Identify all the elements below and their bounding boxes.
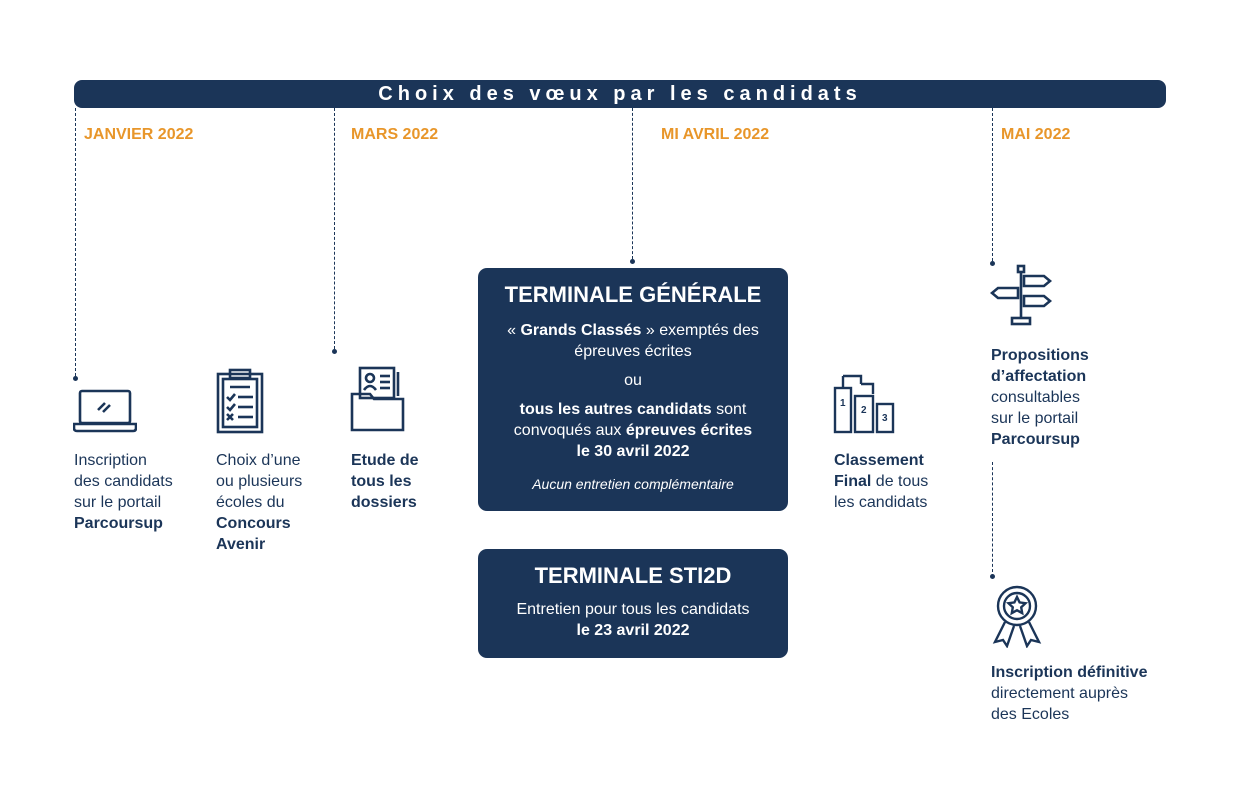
generale-text: Grands Classés (520, 322, 642, 339)
terminale-sti2d-box (478, 549, 788, 658)
timeline-dot-mars (332, 349, 337, 354)
step-inscription-line: Parcoursup (74, 515, 163, 532)
generale-text: » exemptés des (641, 322, 759, 339)
svg-text:2: 2 (861, 405, 867, 416)
step-choix (216, 450, 302, 555)
step-propositions-line: d’affectation (991, 368, 1087, 385)
step-inscription-line: sur le portail (74, 494, 162, 511)
svg-text:1: 1 (840, 398, 846, 409)
terminale-sti2d-line2: le 23 avril 2022 (576, 622, 690, 639)
generale-text: tous les autres candidats (519, 401, 712, 418)
step-classement-line: les candidats (834, 494, 928, 511)
step-choix-line: écoles du (216, 494, 285, 511)
step-choix-line: ou plusieurs (216, 473, 303, 490)
timeline-line-mi-avril (632, 108, 633, 259)
terminale-generale-line5: le 30 avril 2022 (576, 443, 690, 460)
date-mi-avril: MI AVRIL 2022 (661, 126, 770, 143)
timeline-line-janvier (75, 108, 76, 376)
step-etude-line: dossiers (351, 494, 417, 511)
timeline-line-mars (334, 108, 335, 349)
laptop-icon (73, 388, 137, 434)
award-ribbon-icon (990, 584, 1044, 648)
step-inscription (74, 450, 173, 534)
step-choix-line: Concours (216, 515, 291, 532)
step-propositions-line: consultables (991, 389, 1080, 406)
folder-profile-icon (350, 366, 406, 434)
step-propositions-line: Parcoursup (991, 431, 1080, 448)
svg-text:3: 3 (882, 413, 888, 424)
timeline-dot-mi-avril (630, 259, 635, 264)
step-inscription-definitive-line: Inscription définitive (991, 664, 1148, 681)
terminale-generale-title: TERMINALE GÉNÉRALE (504, 282, 762, 307)
checklist-clipboard-icon (215, 368, 265, 434)
generale-text: épreuves écrites (625, 422, 753, 439)
step-classement (834, 450, 928, 513)
timeline-dot-janvier (73, 376, 78, 381)
timeline-dot-mai-lower (990, 574, 995, 579)
terminale-generale-note: Aucun entretien complémentaire (532, 476, 734, 492)
podium-icon (833, 374, 895, 434)
step-inscription-definitive-line: directement auprès (991, 685, 1128, 702)
step-etude-line: Etude de (351, 452, 419, 469)
step-inscription-definitive-line: des Ecoles (991, 706, 1070, 723)
step-propositions-line: Propositions (991, 347, 1089, 364)
step-inscription-line: des candidats (74, 473, 173, 490)
terminale-sti2d-line1: Entretien pour tous les candidats (516, 601, 750, 618)
terminale-generale-ou: ou (624, 372, 642, 389)
terminale-generale-box (478, 268, 788, 511)
terminale-sti2d-line2-wrap (478, 620, 788, 641)
terminale-sti2d-title: TERMINALE STI2D (534, 563, 732, 588)
date-mars: MARS 2022 (351, 126, 439, 143)
step-classement-line: Classement (834, 452, 924, 469)
timeline-line-mai-lower (992, 462, 993, 572)
step-etude-line: tous les (351, 473, 412, 490)
date-mai: MAI 2022 (1001, 126, 1071, 143)
step-propositions-line: sur le portail (991, 410, 1079, 427)
step-choix-line: Avenir (216, 536, 266, 553)
date-janvier: JANVIER 2022 (84, 126, 194, 143)
terminale-generale-line2: épreuves écrites (574, 343, 692, 360)
terminale-generale-line1 (478, 320, 788, 341)
terminale-generale-line4 (478, 420, 788, 441)
step-classement-line: Final (834, 473, 872, 490)
step-inscription-definitive (991, 662, 1147, 725)
step-inscription-line: Inscription (74, 452, 147, 469)
generale-text: sont (711, 401, 747, 418)
timeline-line-mai (992, 108, 993, 261)
timeline-header-bar: Choix des vœux par les candidats (74, 80, 1166, 108)
terminale-generale-line5-wrap (478, 441, 788, 462)
step-propositions (991, 345, 1089, 450)
signpost-icon (990, 264, 1054, 328)
terminale-generale-line3 (478, 399, 788, 420)
step-choix-line: Choix d’une (216, 452, 301, 469)
generale-text: convoqués aux (513, 422, 626, 439)
generale-text: « (507, 322, 521, 339)
step-classement-line: de tous (871, 473, 929, 490)
step-etude (351, 450, 419, 513)
